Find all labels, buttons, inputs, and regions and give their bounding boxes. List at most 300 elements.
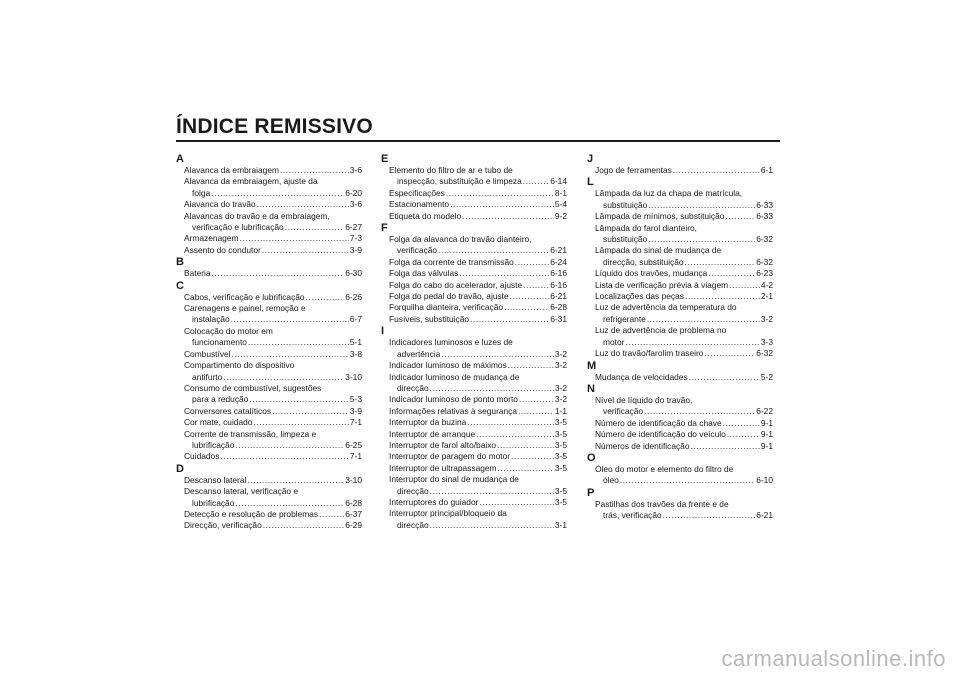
dot-leader (450, 199, 554, 210)
section-letter: I (381, 325, 385, 338)
entry-text: Folga da alavanca do travão dianteiro, (389, 234, 532, 245)
entry-page-number: 3-5 (554, 496, 567, 507)
entry-page-number: 8-1 (554, 187, 567, 198)
dot-leader (511, 451, 554, 462)
entry-text: Compartimento do dispositivo (184, 360, 295, 371)
dot-leader (232, 349, 349, 360)
entry-text: Colocação do motor em (184, 325, 273, 336)
entry-line (389, 268, 567, 279)
index-entry (381, 406, 567, 417)
dot-leader (644, 406, 755, 417)
entry-text: Folga das válvulas (389, 268, 459, 279)
entry-line (389, 199, 567, 210)
entry-line (595, 418, 773, 429)
entry-line (389, 165, 567, 176)
entry-text: Descanso lateral (184, 474, 247, 485)
section-letter: F (381, 222, 388, 235)
index-section (587, 153, 773, 176)
dot-leader (235, 498, 344, 509)
index-entry (587, 395, 773, 418)
section-letter: B (176, 256, 184, 269)
entry-page-number: 6-33 (756, 211, 773, 222)
dot-leader (673, 165, 760, 176)
entry-page-number: 7-3 (349, 233, 362, 244)
entry-line (184, 199, 362, 210)
index-entry (176, 520, 362, 531)
entry-line (389, 302, 567, 313)
index-entry (381, 417, 567, 428)
entry-text: verificação (397, 245, 438, 256)
entry-line (184, 349, 362, 360)
index-entry (587, 499, 773, 522)
dot-leader (441, 349, 554, 360)
entry-page-number: 9-1 (760, 417, 773, 428)
entry-page-number: 6-30 (345, 268, 362, 279)
index-section (381, 325, 567, 531)
index-entry (587, 211, 773, 222)
entry-page-number: 7-1 (349, 451, 362, 462)
index-entry (176, 326, 362, 349)
entry-text: Folga do cabo do acelerador, ajuste (389, 279, 523, 290)
dot-leader (476, 429, 554, 440)
dot-leader (691, 441, 760, 452)
entry-page-number: 3-5 (554, 451, 567, 462)
entry-text: Número de identificação do veículo (595, 429, 726, 440)
index-entry (587, 188, 773, 211)
index-section (176, 280, 362, 463)
entry-page-number: 5-1 (349, 337, 362, 348)
entry-text: Lâmpada do farol dianteiro, (595, 222, 697, 233)
entry-page-number: 6-7 (349, 314, 362, 325)
dot-leader (497, 440, 554, 451)
entry-text: direcção, substituição (603, 256, 684, 267)
index-entry (587, 464, 773, 487)
entry-continuation-line (389, 245, 567, 256)
entry-continuation-line (389, 349, 567, 360)
index-entry (381, 508, 567, 531)
entry-continuation-line (184, 440, 362, 451)
entry-text: Carenagens e painel, remoção e (184, 303, 306, 314)
dot-leader (430, 520, 554, 531)
entry-text: Assento do condutor (184, 244, 261, 255)
section-letter: L (587, 176, 594, 189)
index-entry (381, 429, 567, 440)
entry-page-number: 3-5 (554, 428, 567, 439)
entry-text: Interruptor principal/bloqueio da (389, 508, 507, 519)
index-entry (381, 360, 567, 371)
dot-leader (306, 292, 345, 303)
index-entry (176, 176, 362, 199)
entry-text: Pastilhas dos travões da frente e de (595, 498, 729, 509)
dot-leader (220, 451, 349, 462)
dot-leader (239, 233, 348, 244)
dot-leader (523, 280, 549, 291)
entry-page-number: 6-37 (345, 508, 362, 519)
entry-line (184, 475, 362, 486)
index-section (176, 256, 362, 279)
entry-text: Corrente de transmissão, limpeza e (184, 428, 317, 439)
dot-leader (647, 314, 760, 325)
entry-page-number: 3-9 (349, 405, 362, 416)
dot-leader (625, 337, 759, 348)
entry-continuation-line (389, 486, 567, 497)
entry-text: Fusíveis, substituição (389, 313, 470, 324)
entry-text: Indicador luminoso de mudança de (389, 371, 520, 382)
entry-continuation-line (595, 234, 773, 245)
entry-page-number: 3-5 (554, 417, 567, 428)
entry-line (389, 406, 567, 417)
entry-continuation-line (595, 406, 773, 417)
entry-line (184, 176, 362, 187)
entry-continuation-line (389, 520, 567, 531)
entry-page-number: 6-33 (756, 199, 773, 210)
entry-page-number: 3-8 (349, 348, 362, 359)
entry-text: Indicador luminoso de máximos (389, 360, 507, 371)
dot-leader (272, 406, 349, 417)
index-entry (176, 303, 362, 326)
index-entry (381, 337, 567, 360)
index-entry (381, 257, 567, 268)
entry-line (595, 268, 773, 279)
entry-page-number: 6-26 (345, 291, 362, 302)
entry-page-number: 7-1 (349, 417, 362, 428)
entry-text: Descanso lateral, verificação e (184, 486, 299, 497)
dot-leader (262, 245, 349, 256)
entry-line (595, 280, 773, 291)
entry-page-number: 2-1 (760, 291, 773, 302)
index-entry (176, 292, 362, 303)
dot-leader (446, 188, 554, 199)
entry-text: Estacionamento (389, 199, 450, 210)
entry-line (389, 291, 567, 302)
entry-text: Mudança de velocidades (595, 371, 688, 382)
entry-page-number: 3-2 (554, 348, 567, 359)
dot-leader (319, 509, 344, 520)
dot-leader (430, 383, 554, 394)
index-entry (587, 223, 773, 246)
dot-leader (231, 314, 349, 325)
entry-continuation-line (184, 498, 362, 509)
entry-line (595, 211, 773, 222)
entry-page-number: 6-27 (345, 222, 362, 233)
entry-line (595, 302, 773, 313)
entry-text: Folga do pedal do travão, ajuste (389, 291, 509, 302)
dot-leader (470, 314, 549, 325)
entry-text: verificação (603, 406, 644, 417)
entry-line (389, 211, 567, 222)
dot-leader (462, 211, 554, 222)
dot-leader (685, 291, 760, 302)
dot-leader (708, 268, 755, 279)
entry-text: para a redução (192, 394, 249, 405)
entry-continuation-line (184, 222, 362, 233)
entry-line (184, 509, 362, 520)
entry-page-number: 3-6 (349, 199, 362, 210)
entry-text: Detecção e resolução de problemas (184, 508, 319, 519)
section-letter: J (587, 153, 594, 165)
index-section (176, 463, 362, 532)
index-entry (381, 199, 567, 210)
entry-page-number: 6-31 (550, 313, 567, 324)
dot-leader (247, 475, 344, 486)
entry-text: Lâmpada da luz da chapa de matrícula, (595, 188, 743, 199)
title-rule (176, 140, 780, 142)
entry-page-number: 6-32 (756, 234, 773, 245)
entry-text: Alavanca da embraiagem, ajuste da (184, 176, 318, 187)
entry-text: Jogo de ferramentas (595, 165, 672, 175)
entry-page-number: 3-10 (345, 371, 362, 382)
entry-text: Especificações (389, 187, 445, 198)
entry-text: Armazenagem (184, 233, 239, 244)
entry-line (389, 360, 567, 371)
entry-line (389, 394, 567, 405)
index-section (176, 153, 362, 256)
entry-text: funcionamento (192, 337, 247, 348)
entry-text: Interruptor de arranque (389, 428, 476, 439)
entry-page-number: 6-22 (756, 406, 773, 417)
entry-continuation-line (184, 314, 362, 325)
index-entry (176, 165, 362, 176)
entry-line (595, 395, 773, 406)
entry-text: Informações relativas à segurança (389, 405, 518, 416)
entry-text: Lâmpada de mínimos, substituição (595, 211, 725, 222)
entry-text: Interruptor de farol alto/baixo (389, 439, 497, 450)
index-entry (587, 441, 773, 452)
entry-line (389, 463, 567, 474)
entry-continuation-line (595, 257, 773, 268)
watermark-url: carmanualsonline.info (721, 646, 946, 671)
entry-text: verificação e lubrificação (192, 222, 284, 233)
entry-text: motor (603, 336, 625, 347)
entry-line (595, 325, 773, 336)
entry-text: Interruptor de paragem do motor (389, 451, 511, 462)
entry-line (184, 268, 362, 279)
entry-continuation-line (595, 475, 773, 486)
index-entry (176, 486, 362, 509)
entry-page-number: 6-28 (550, 302, 567, 313)
index-entry (587, 325, 773, 348)
entry-line (184, 451, 362, 462)
index-entry (176, 451, 362, 462)
index-entry (381, 451, 567, 462)
entry-text: Alavancas do travão e da embraiagem, (184, 210, 330, 221)
section-letter: D (176, 462, 184, 475)
dot-leader (685, 257, 756, 268)
entry-page-number: 5-3 (349, 394, 362, 405)
entry-line (389, 372, 567, 383)
index-entry (587, 245, 773, 268)
entry-line (595, 429, 773, 440)
index-entry (381, 291, 567, 302)
index-entry (381, 440, 567, 451)
entry-line (595, 441, 773, 452)
entry-page-number: 5-4 (554, 199, 567, 210)
dot-leader (620, 475, 755, 486)
entry-line (389, 314, 567, 325)
entry-text: inspecção, substituição e limpeza (397, 176, 522, 187)
entry-line (184, 233, 362, 244)
entry-page-number: 6-14 (550, 176, 567, 187)
entry-line (389, 451, 567, 462)
section-letter: C (176, 279, 184, 292)
dot-leader (280, 165, 349, 176)
dot-leader (515, 257, 549, 268)
entry-text: Folga da corrente de transmissão (389, 256, 514, 267)
entry-line (184, 292, 362, 303)
entry-continuation-line (389, 176, 567, 187)
entry-line (389, 234, 567, 245)
entry-continuation-line (595, 337, 773, 348)
index-entry (176, 211, 362, 234)
entry-page-number: 6-23 (756, 268, 773, 279)
entry-continuation-line (595, 314, 773, 325)
entry-line (389, 497, 567, 508)
entry-text: direcção (397, 382, 429, 393)
dot-leader (523, 176, 549, 187)
entry-continuation-line (595, 510, 773, 521)
entry-page-number: 6-32 (756, 348, 773, 359)
entry-text: Alavanca da embraiagem (184, 165, 279, 175)
entry-line (595, 291, 773, 302)
entry-page-number: 6-20 (345, 187, 362, 198)
index-section (587, 487, 773, 522)
entry-line (184, 360, 362, 371)
entry-text: advertência (397, 348, 441, 359)
dot-leader (498, 463, 554, 474)
index-entry (587, 302, 773, 325)
entry-text: Forquilha dianteira, verificação (389, 302, 504, 313)
entry-line (389, 417, 567, 428)
index-entry (381, 463, 567, 474)
index-entry (587, 372, 773, 383)
index-entry (381, 394, 567, 405)
entry-line (389, 440, 567, 451)
entry-text: Bateria (184, 268, 211, 279)
index-column-3 (587, 153, 773, 522)
entry-line (184, 211, 362, 222)
index-entry (381, 234, 567, 257)
entry-text: Lista de verificação prévia à viagem (595, 279, 729, 290)
entry-line (595, 245, 773, 256)
dot-leader (248, 337, 349, 348)
entry-text: direcção (397, 519, 429, 530)
entry-text: substituição (603, 199, 648, 210)
index-entry (381, 372, 567, 395)
entry-page-number: 1-1 (554, 405, 567, 416)
section-letter: E (381, 153, 389, 165)
dot-leader (723, 418, 760, 429)
index-column-1 (176, 153, 362, 532)
entry-continuation-line (184, 394, 362, 405)
entry-page-number: 3-2 (554, 360, 567, 371)
index-entry (176, 509, 362, 520)
entry-text: Luz do travão/farolim traseiro (595, 348, 704, 359)
dot-leader (519, 394, 554, 405)
index-section (587, 176, 773, 359)
index-section (587, 452, 773, 487)
dot-leader (459, 268, 549, 279)
entry-line (595, 223, 773, 234)
entry-text: direcção (397, 485, 429, 496)
dot-leader (263, 520, 345, 531)
entry-continuation-line (184, 337, 362, 348)
index-entry (176, 383, 362, 406)
index-entry (587, 280, 773, 291)
entry-text: trás, verificação (603, 510, 662, 521)
dot-leader (235, 440, 344, 451)
entry-page-number: 6-25 (345, 439, 362, 450)
index-column-2 (381, 153, 567, 531)
entry-page-number: 3-2 (554, 394, 567, 405)
entry-text: Direcção, verificação (184, 520, 262, 531)
entry-line (389, 508, 567, 519)
index-entry (381, 474, 567, 497)
index-section (587, 383, 773, 452)
entry-continuation-line (389, 383, 567, 394)
index-entry (381, 268, 567, 279)
entry-text: Cuidados (184, 451, 220, 462)
dot-leader (479, 497, 554, 508)
entry-line (184, 406, 362, 417)
entry-text: lubrificação (192, 439, 235, 450)
index-entry (381, 302, 567, 313)
dot-leader (648, 234, 755, 245)
entry-page-number: 6-10 (756, 475, 773, 486)
entry-page-number: 3-3 (760, 336, 773, 347)
index-entry (381, 165, 567, 188)
entry-line (389, 280, 567, 291)
entry-line (184, 245, 362, 256)
entry-text: Líquido dos travões, mudança (595, 268, 708, 279)
entry-page-number: 9-1 (760, 429, 773, 440)
dot-leader (663, 510, 756, 521)
index-entry (587, 165, 773, 176)
entry-page-number: 6-1 (760, 165, 773, 175)
entry-line (389, 337, 567, 348)
dot-leader (249, 394, 349, 405)
entry-text: Luz de advertência da temperatura do (595, 302, 737, 313)
dot-leader (689, 372, 760, 383)
dot-leader (430, 486, 554, 497)
dot-leader (212, 268, 345, 279)
dot-leader (211, 188, 344, 199)
entry-page-number: 3-2 (554, 382, 567, 393)
dot-leader (518, 406, 554, 417)
entry-line (184, 303, 362, 314)
index-entry (176, 349, 362, 360)
entry-line (595, 499, 773, 510)
dot-leader (510, 291, 550, 302)
dot-leader (253, 417, 348, 428)
entry-text: Indicador luminoso de ponto morto (389, 394, 518, 405)
dot-leader (648, 200, 755, 211)
entry-line (595, 372, 773, 383)
entry-text: lubrificação (192, 497, 235, 508)
index-section (587, 360, 773, 383)
dot-leader (438, 245, 549, 256)
entry-continuation-line (595, 200, 773, 211)
entry-continuation-line (184, 372, 362, 383)
entry-line (389, 257, 567, 268)
entry-line (184, 486, 362, 497)
index-entry (587, 429, 773, 440)
entry-page-number: 3-6 (349, 165, 362, 175)
entry-page-number: 6-16 (550, 268, 567, 279)
entry-page-number: 3-9 (349, 244, 362, 255)
entry-text: Interruptor de ultrapassagem (389, 462, 497, 473)
entry-page-number: 6-21 (550, 245, 567, 256)
dot-leader (704, 348, 755, 359)
